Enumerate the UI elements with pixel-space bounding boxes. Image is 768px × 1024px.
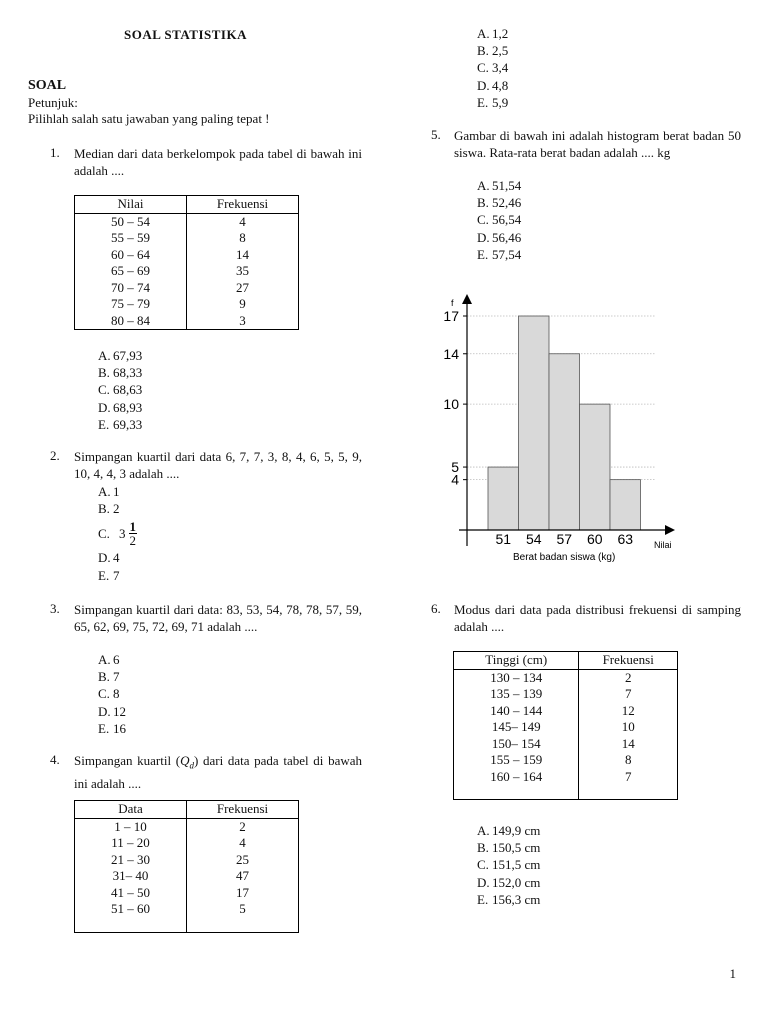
histogram-bar bbox=[580, 404, 611, 530]
histogram-bar bbox=[519, 316, 550, 530]
x-axis-label: Nilai bbox=[654, 540, 672, 550]
x-tick-label: 63 bbox=[617, 531, 634, 547]
option: E. 5,9 bbox=[477, 94, 509, 110]
table-cell: 7 bbox=[624, 686, 632, 701]
y-tick-label: 17 bbox=[443, 308, 459, 324]
table-row bbox=[75, 280, 299, 297]
table-header: Nilai bbox=[75, 196, 187, 214]
q3-options bbox=[98, 651, 126, 737]
q5-number: 5. bbox=[431, 127, 441, 142]
table-cell: 27 bbox=[236, 279, 249, 295]
q1-text: Median dari data berkelompok pada tabel di bawah ini adalah .... bbox=[74, 146, 362, 178]
x-tick-label: 51 bbox=[495, 531, 512, 547]
option: E. 156,3 cm bbox=[477, 891, 541, 907]
table-row bbox=[75, 263, 299, 280]
option: A. 1,2 bbox=[477, 26, 509, 41]
table-cell: 2 bbox=[624, 669, 632, 685]
table-cell: 10 bbox=[621, 719, 635, 734]
option: C. 68,63 bbox=[98, 382, 143, 398]
option: A. 67,93 bbox=[98, 348, 143, 363]
q6-table bbox=[453, 651, 678, 800]
q5-text: Gambar di bawah ini adalah histogram berat badan 50 siswa. Rata-rata berat badan adalah .... kg bbox=[454, 128, 741, 160]
table-row bbox=[75, 818, 299, 835]
x-tick-label: 57 bbox=[556, 531, 573, 547]
option: B. 2,5 bbox=[477, 43, 509, 59]
y-axis-arrow-icon bbox=[462, 294, 472, 304]
table-cell: 70 – 74 bbox=[75, 280, 187, 297]
table-row bbox=[75, 885, 299, 902]
table-row bbox=[454, 703, 678, 720]
table-cell: 3 bbox=[239, 312, 246, 328]
q4-options bbox=[477, 25, 508, 111]
x-axis-caption: Berat badan siswa (kg) bbox=[513, 552, 616, 563]
table-cell: 17 bbox=[236, 884, 249, 900]
option: D. 4,8 bbox=[477, 77, 509, 93]
q3-number: 3. bbox=[50, 601, 60, 616]
q4-number: 4. bbox=[50, 752, 60, 767]
table-cell: 1 – 10 bbox=[75, 818, 187, 835]
table-cell: 5 bbox=[239, 901, 246, 916]
option: D. 4 bbox=[98, 550, 120, 566]
table-cell: 75 – 79 bbox=[75, 296, 187, 313]
option: E. 16 bbox=[98, 720, 126, 736]
table-cell: 14 bbox=[236, 246, 249, 262]
option: D. 68,93 bbox=[98, 399, 143, 415]
table-cell: 130 – 134 bbox=[454, 669, 579, 686]
instruction-text: Pilihlah salah satu jawaban yang paling tepat ! bbox=[28, 111, 270, 126]
table-row bbox=[75, 835, 299, 852]
table-cell: 80 – 84 bbox=[75, 313, 187, 330]
table-cell: 145– 149 bbox=[454, 719, 579, 736]
q2-options bbox=[98, 483, 137, 584]
table-cell: 2 bbox=[239, 818, 246, 834]
option: D. 152,0 cm bbox=[477, 874, 541, 890]
x-tick-label: 60 bbox=[586, 531, 603, 547]
q1-options bbox=[98, 347, 142, 433]
q2-text: Simpangan kuartil dari data 6, 7, 7, 3, 8, 4, 6, 5, 5, 9, 10, 4, 4, 3 adalah .... bbox=[74, 449, 362, 481]
y-tick-label: 5 bbox=[451, 459, 459, 476]
table-row bbox=[75, 868, 299, 885]
table-cell: 135 – 139 bbox=[454, 686, 579, 703]
table-row bbox=[75, 247, 299, 264]
table-cell: 35 bbox=[236, 263, 249, 278]
option: C. 8 bbox=[98, 686, 120, 702]
table-row bbox=[454, 669, 678, 686]
table-cell: 60 – 64 bbox=[75, 247, 187, 264]
option: E. 7 bbox=[98, 567, 120, 583]
histogram-bar bbox=[549, 354, 580, 530]
option: D. 12 bbox=[98, 703, 126, 719]
table-cell: 160 – 164 bbox=[454, 769, 579, 786]
table-cell: 150– 154 bbox=[454, 736, 579, 753]
table-cell: 4 bbox=[239, 835, 246, 850]
y-tick-label: 4 bbox=[451, 471, 459, 488]
table-row bbox=[454, 769, 678, 786]
table-cell: 4 bbox=[239, 213, 246, 229]
table-cell: 9 bbox=[239, 296, 246, 311]
option: B. 7 bbox=[98, 669, 120, 685]
q5-options bbox=[477, 177, 521, 263]
option: A. 6 bbox=[98, 652, 120, 667]
x-axis-arrow-icon bbox=[665, 525, 675, 535]
q3-text: Simpangan kuartil dari data: 83, 53, 54, 78, 78, 57, 59, 65, 62, 69, 75, 72, 69, 71 adalah .... bbox=[74, 602, 362, 634]
table-row bbox=[454, 752, 678, 769]
option: A. 51,54 bbox=[477, 178, 522, 193]
table-cell: 65 – 69 bbox=[75, 263, 187, 280]
table-cell: 31– 40 bbox=[75, 868, 187, 885]
q6-number: 6. bbox=[431, 601, 441, 616]
y-axis-label: f bbox=[451, 298, 454, 308]
table-cell: 55 – 59 bbox=[75, 230, 187, 247]
table-cell: 25 bbox=[236, 851, 249, 867]
option: C. 151,5 cm bbox=[477, 857, 541, 873]
table-row bbox=[454, 719, 678, 736]
option: C. 3,4 bbox=[477, 60, 509, 76]
table-cell: 21 – 30 bbox=[75, 852, 187, 869]
option: C. 56,54 bbox=[477, 212, 522, 228]
table-header: Data bbox=[75, 801, 187, 819]
table-cell: 8 bbox=[239, 230, 246, 245]
table-row bbox=[75, 313, 299, 330]
q1-number: 1. bbox=[50, 145, 60, 160]
table-row bbox=[75, 852, 299, 869]
table-cell: 14 bbox=[621, 735, 635, 751]
q2-number: 2. bbox=[50, 448, 60, 463]
option: E. 69,33 bbox=[98, 416, 143, 432]
table-header: Tinggi (cm) bbox=[454, 652, 579, 670]
table-row bbox=[75, 230, 299, 247]
table-cell: 12 bbox=[621, 702, 635, 718]
option-c-fraction: C. 3 $\frac{1}{2}$ bbox=[98, 518, 136, 548]
table-row bbox=[75, 296, 299, 313]
table-cell: 51 – 60 bbox=[75, 901, 187, 918]
table-cell: 7 bbox=[624, 768, 632, 784]
q6-options bbox=[477, 822, 540, 908]
option: A. 1 bbox=[98, 484, 120, 499]
table-cell: 155 – 159 bbox=[454, 752, 579, 769]
table-cell: 41 – 50 bbox=[75, 885, 187, 902]
histogram-chart bbox=[425, 290, 685, 570]
table-cell: 47 bbox=[236, 868, 249, 883]
table-header: Frekuensi bbox=[579, 652, 678, 670]
q1-table bbox=[74, 195, 299, 330]
table-cell: 8 bbox=[624, 752, 632, 767]
option: B. 2 bbox=[98, 501, 120, 517]
option: B. 68,33 bbox=[98, 365, 143, 381]
y-tick-label: 14 bbox=[443, 345, 459, 362]
table-row bbox=[75, 901, 299, 918]
table-row bbox=[454, 686, 678, 703]
option: E. 57,54 bbox=[477, 246, 522, 262]
table-row bbox=[454, 736, 678, 753]
table-row bbox=[75, 213, 299, 230]
instruction-label: Petunjuk: bbox=[28, 95, 78, 110]
table-header: Frekuensi bbox=[187, 801, 299, 819]
q6-text: Modus dari data pada distribusi frekuensi di samping adalah .... bbox=[454, 602, 741, 634]
table-header: Frekuensi bbox=[187, 196, 299, 214]
histogram-bar bbox=[488, 467, 519, 530]
y-tick-label: 10 bbox=[443, 396, 459, 413]
option: B. 52,46 bbox=[477, 195, 522, 211]
x-tick-label: 54 bbox=[525, 531, 542, 547]
option: D. 56,46 bbox=[477, 229, 522, 245]
option: B. 150,5 cm bbox=[477, 840, 541, 856]
section-heading: SOAL bbox=[28, 78, 67, 93]
q4-table bbox=[74, 800, 299, 933]
q4-text: Simpangan kuartil $(Q_d)$ dari data pada tabel di bawah ini adalah .... bbox=[74, 753, 362, 791]
table-cell: 140 – 144 bbox=[454, 703, 579, 720]
table-cell: 50 – 54 bbox=[75, 213, 187, 230]
page-title: SOAL STATISTIKA bbox=[124, 27, 247, 42]
table-cell: 11 – 20 bbox=[75, 835, 187, 852]
histogram-bar bbox=[610, 480, 641, 530]
page-number: 1 bbox=[729, 966, 736, 981]
option: A. 149,9 cm bbox=[477, 823, 541, 838]
